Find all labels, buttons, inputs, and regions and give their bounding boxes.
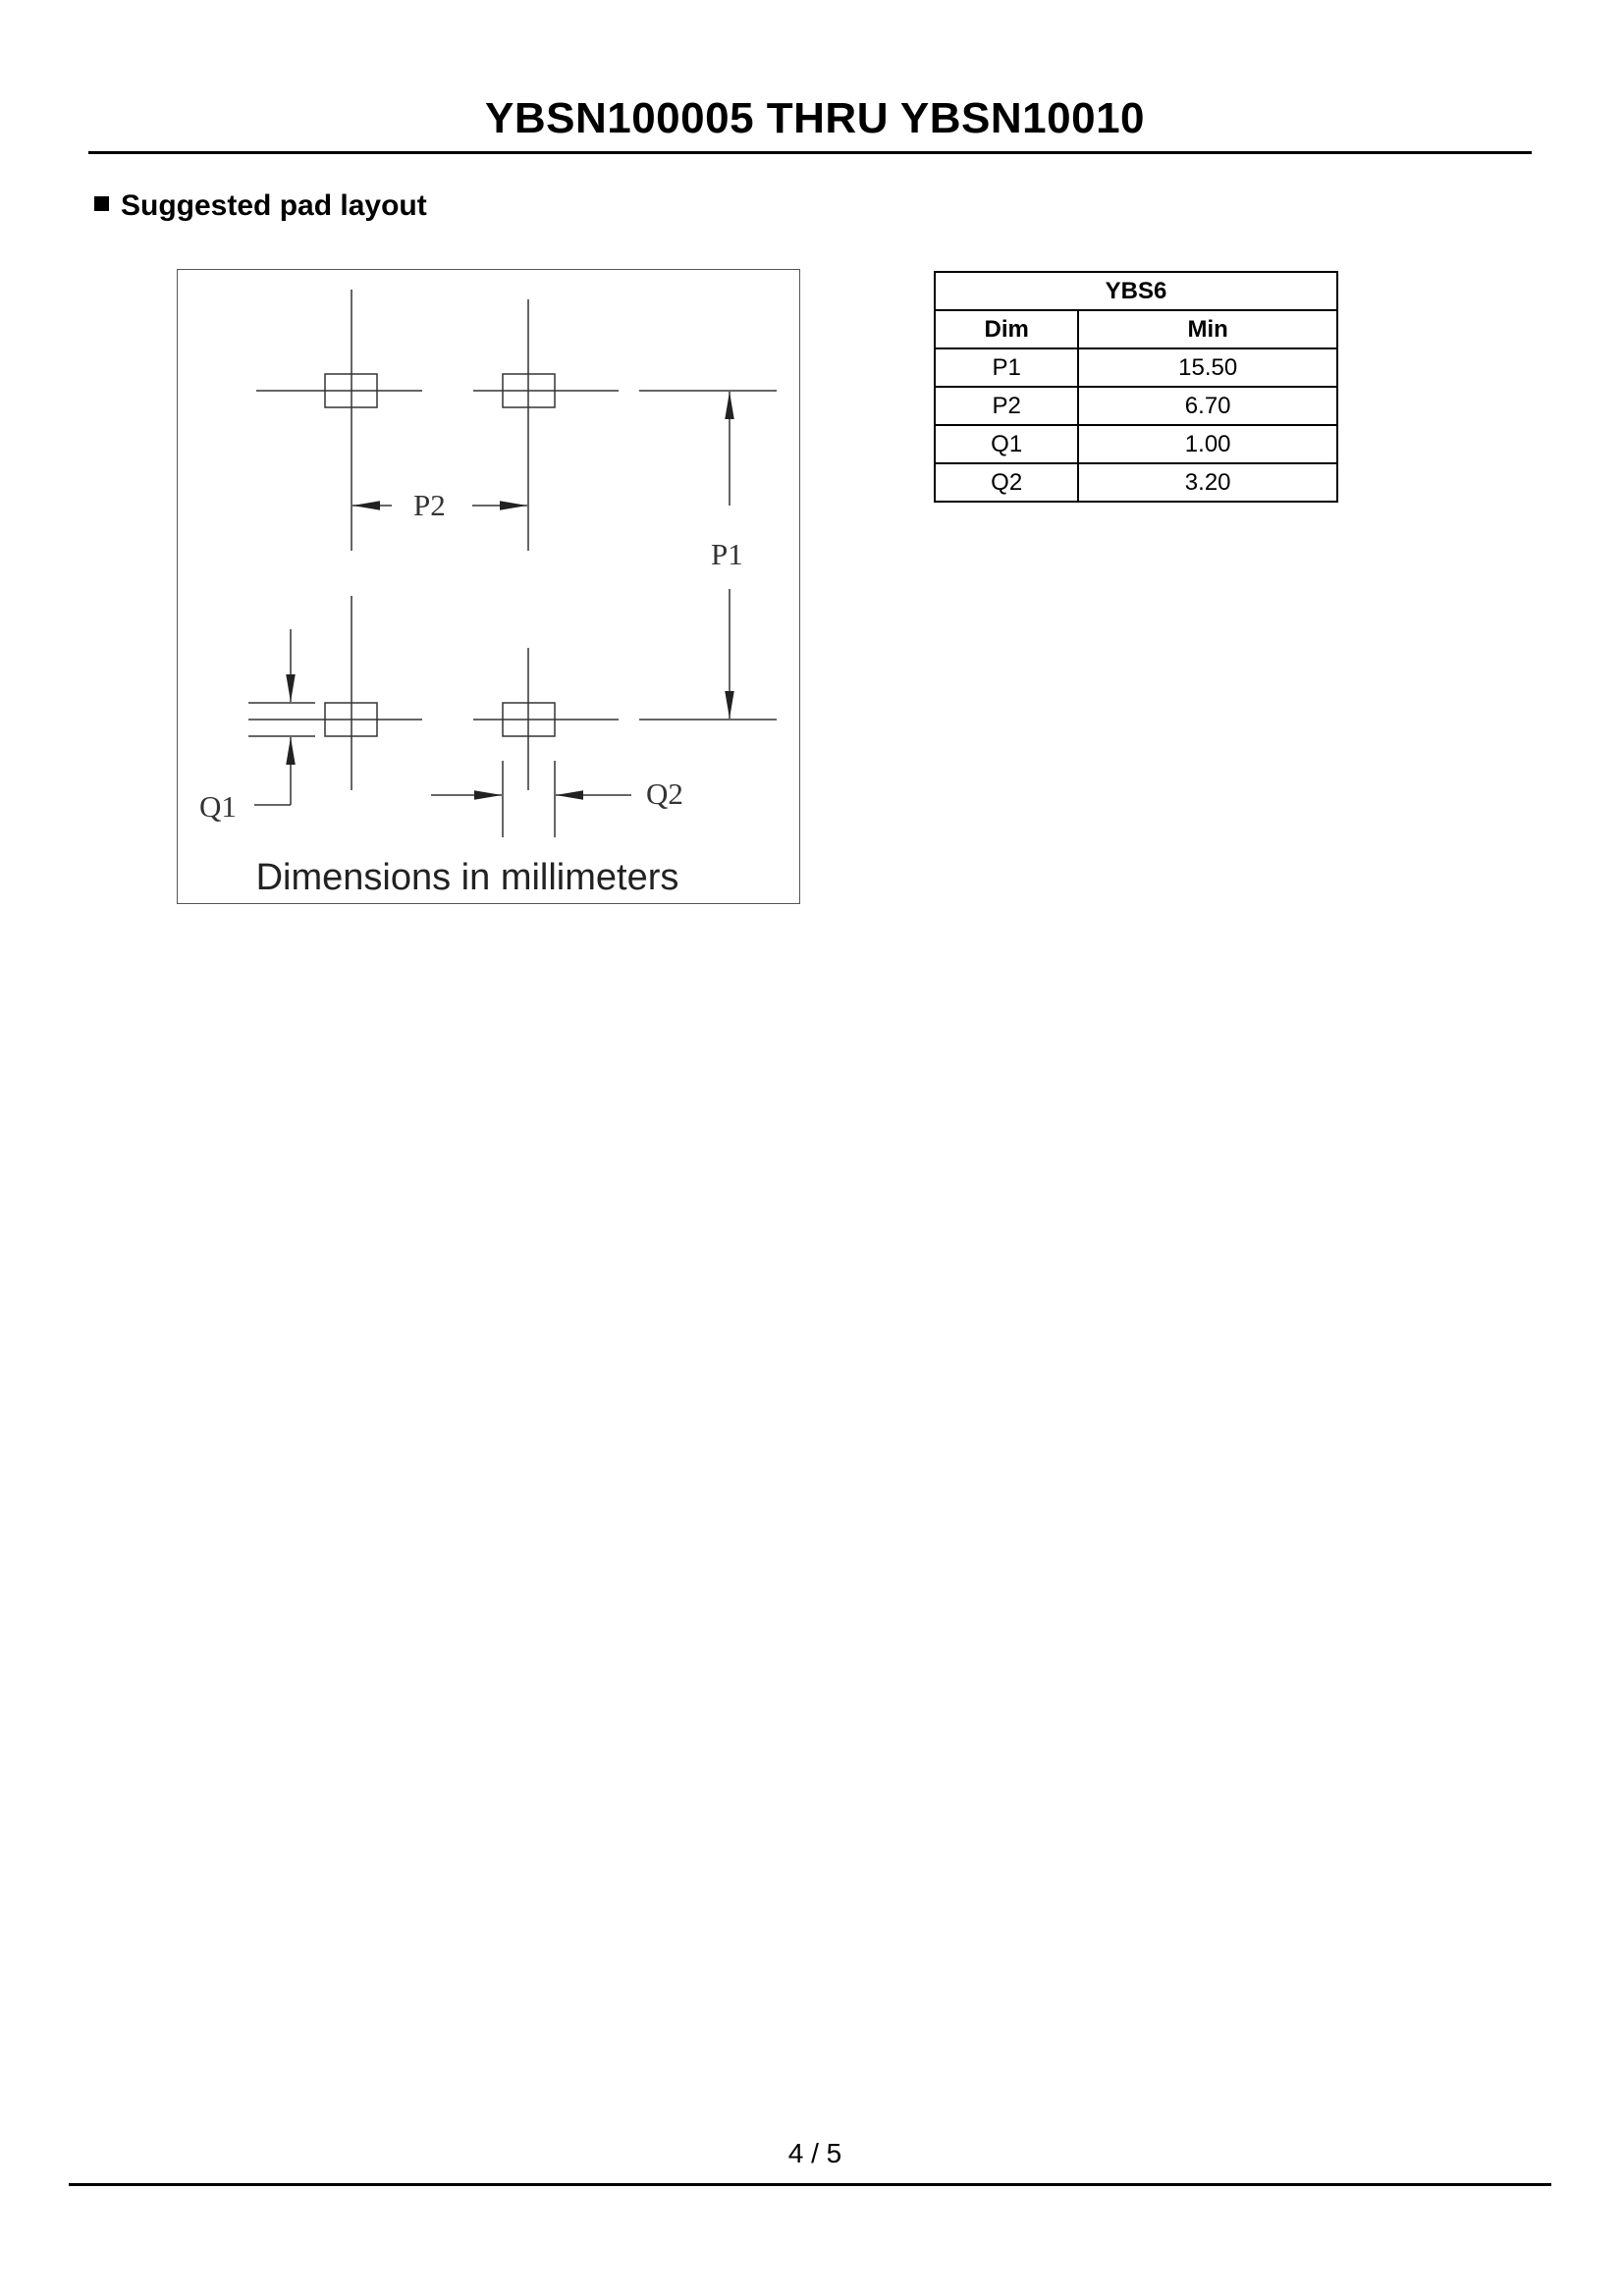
q2-label: Q2 [646, 776, 683, 811]
title-rule [88, 151, 1532, 154]
page-number: 4 / 5 [787, 2138, 842, 2168]
table-cell-min: 6.70 [1078, 387, 1337, 425]
pad-top-left [256, 290, 422, 551]
pad-bottom-left [248, 596, 422, 790]
diagram-caption: Dimensions in millimeters [255, 857, 679, 898]
table-cell-dim: Q1 [935, 425, 1078, 463]
table-cell-min: 3.20 [1078, 463, 1337, 502]
p2-label: P2 [413, 488, 446, 522]
table-header-row [935, 310, 1337, 348]
pad-top-right [473, 299, 619, 551]
section-heading [94, 189, 427, 223]
q2-dimension [431, 761, 631, 837]
pad-bottom-right [473, 648, 619, 790]
column-header-dim: Dim [935, 310, 1078, 348]
document-title: YBSN100005 THRU YBSN10010 [484, 94, 1146, 142]
p1-dimension [639, 391, 777, 720]
table-package-title: YBS6 [935, 272, 1337, 310]
pad-layout-drawing [178, 270, 801, 905]
p1-label: P1 [711, 537, 743, 571]
square-bullet-icon [94, 196, 109, 211]
column-header-min: Min [1078, 310, 1337, 348]
pad-layout-diagram [177, 269, 800, 904]
table-row [935, 387, 1337, 425]
dimensions-table [934, 271, 1338, 503]
footer-rule [69, 2183, 1551, 2186]
table-cell-min: 1.00 [1078, 425, 1337, 463]
table-cell-dim: P1 [935, 348, 1078, 387]
table-cell-dim: Q2 [935, 463, 1078, 502]
table-title-row [935, 272, 1337, 310]
table-row [935, 348, 1337, 387]
q1-label: Q1 [199, 789, 237, 824]
table-cell-min: 15.50 [1078, 348, 1337, 387]
table-row [935, 463, 1337, 502]
table-cell-dim: P2 [935, 387, 1078, 425]
q1-dimension [248, 629, 315, 805]
section-heading-text: Suggested pad layout [121, 189, 427, 222]
table-row [935, 425, 1337, 463]
